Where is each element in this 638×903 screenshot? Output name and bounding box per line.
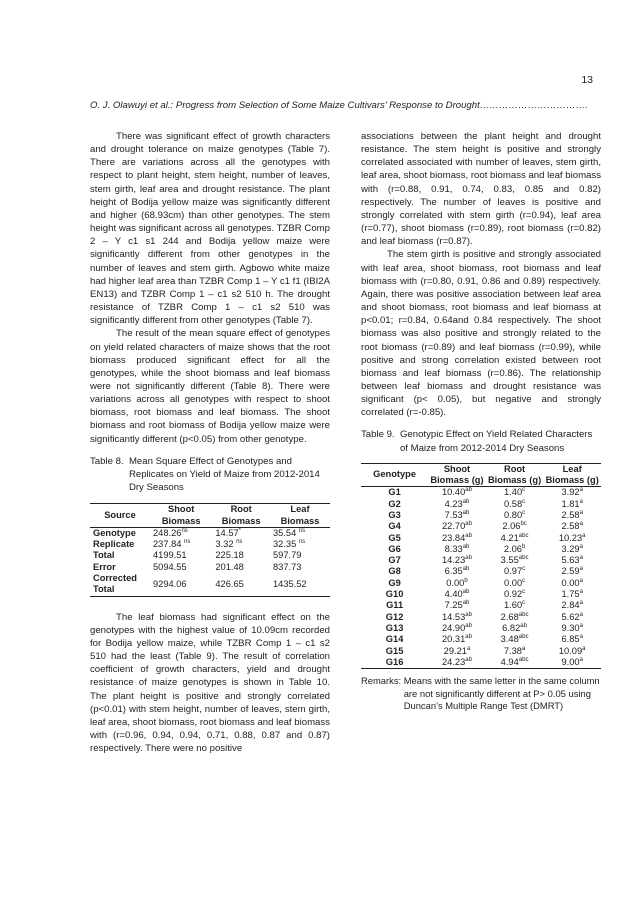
table8-header-leaf: Leaf Biomass	[270, 504, 330, 528]
leaf-cell-value: 9.00	[561, 656, 580, 667]
leaf-cell-value: 1435.52	[272, 578, 307, 589]
genotype-cell	[361, 623, 428, 634]
root-cell	[486, 487, 544, 499]
leaf-cell	[543, 521, 601, 532]
root-cell	[486, 657, 544, 669]
shoot-cell-value: 8.33	[444, 543, 463, 554]
root-cell-letter: ns	[236, 539, 243, 546]
leaf-cell	[270, 550, 330, 561]
table-row	[361, 555, 601, 566]
genotype-cell-value: G11	[386, 600, 404, 611]
root-cell	[486, 612, 544, 623]
root-cell-letter: abc	[518, 532, 529, 539]
leaf-cell-value: 10.23	[558, 532, 583, 543]
genotype-cell-value: G12	[385, 611, 404, 622]
genotype-cell-value: G2	[388, 498, 401, 509]
root-cell-letter: bc	[520, 521, 527, 528]
table-row	[361, 589, 601, 600]
leaf-cell	[543, 589, 601, 600]
root-cell	[486, 544, 544, 555]
shoot-cell-value: 29.21	[443, 645, 467, 656]
leaf-cell-value: 9.30	[561, 622, 580, 633]
shoot-cell-value: 14.23	[442, 555, 466, 566]
shoot-cell	[428, 600, 486, 611]
shoot-cell	[428, 578, 486, 589]
left-paragraph-1: There was significant effect of growth characters and drought tolerance on maize genotypes (Table 7). There are variations across all the genotypes with respect to plant height, stem height, number of leaves, stem girth, leaf area and drought resistance. The plant height of Bodija yellow maize was significantly different and higher (68.93cm) than other genotypes. The stem height was significant across all genotypes. TZBR Comp 2 – Y c1 s1 244 and Bodija yellow maize were significantly different from other genotypes in the number of leaves and stem girth. Agbowo white maize had higher leaf area than TZBR Comp 1 – Y c1 f1 (IBI2A EN13) and TZBR Comp 1 – c1 s2 510 h. The drought resistance of TZBR Comp 1 – c1 s2 510 was significantly different from other genotypes (Table 7).	[90, 131, 330, 327]
table-row	[361, 646, 601, 657]
genotype-cell	[361, 499, 428, 510]
table-row	[361, 612, 601, 623]
root-cell-value: 0.97	[504, 566, 523, 577]
root-cell	[486, 510, 544, 521]
shoot-cell-letter: ab	[465, 555, 472, 562]
genotype-cell	[361, 521, 428, 532]
shoot-cell-value: 4.40	[444, 589, 463, 600]
root-cell-letter: abc	[518, 611, 529, 618]
shoot-cell	[428, 566, 486, 577]
shoot-cell	[428, 487, 486, 499]
root-cell-value: 4.94	[500, 656, 519, 667]
genotype-cell-value: G7	[388, 555, 401, 566]
shoot-cell-letter: ab	[462, 588, 470, 595]
genotype-cell-value: G14	[385, 634, 404, 645]
shoot-cell	[428, 612, 486, 623]
root-cell-value: 0.58	[504, 498, 523, 509]
table-row	[90, 562, 330, 573]
shoot-cell-letter: ab	[465, 611, 472, 618]
leaf-cell	[543, 578, 601, 589]
leaf-cell-value: 3.92	[561, 487, 580, 498]
genotype-cell	[361, 657, 428, 669]
table-row	[361, 510, 601, 521]
table-row	[90, 539, 330, 550]
leaf-cell	[543, 623, 601, 634]
shoot-cell-value: 22.70	[442, 521, 466, 532]
genotype-cell-value: G15	[385, 645, 404, 656]
right-paragraph-1: associations between the plant height and drought resistance. The stem height is positive and strongly correlated associated with number of leaves, stem girth, leaf area, shoot biomass, root biomass and leaf biomass with (r=0.88, 0.91, 0.74, 0.83, 0.85 and 0.82) respectively. The number of leaves is positive and strongly correlated with stem girth (r=0.94), leaf area (r=0.77), shoot biomass (r=0.89), root biomass (r=0.82) and leaf biomass (r=0.87).	[361, 131, 601, 248]
shoot-cell-letter: ns	[181, 527, 188, 534]
shoot-cell-letter: ab	[465, 634, 472, 641]
root-cell-value: 2.68	[500, 611, 519, 622]
root-cell	[486, 533, 544, 544]
shoot-cell-letter: ab	[465, 487, 472, 494]
table-row	[361, 487, 601, 499]
root-cell	[486, 499, 544, 510]
shoot-cell-letter: ab	[462, 566, 470, 573]
source-cell	[90, 527, 150, 539]
leaf-cell	[543, 612, 601, 623]
source-cell-value: Genotype	[93, 527, 136, 538]
root-cell	[486, 566, 544, 577]
leaf-cell-value: 6.85	[561, 634, 580, 645]
shoot-cell	[150, 527, 212, 539]
shoot-cell-value: 6.35	[444, 566, 463, 577]
leaf-cell	[543, 510, 601, 521]
table-row	[361, 600, 601, 611]
leaf-cell	[543, 555, 601, 566]
leaf-cell	[270, 527, 330, 539]
source-cell	[90, 550, 150, 561]
genotype-cell	[361, 533, 428, 544]
remarks-label: Remarks:	[361, 675, 404, 687]
genotype-cell-value: G9	[388, 577, 401, 588]
shoot-cell	[428, 521, 486, 532]
genotype-cell	[361, 555, 428, 566]
root-cell-letter: ab	[520, 622, 527, 629]
leaf-cell-letter: a	[579, 622, 583, 629]
shoot-cell-value: 24.23	[442, 656, 466, 667]
root-cell	[212, 550, 270, 561]
leaf-cell-letter: a	[579, 600, 583, 607]
genotype-cell-value: G13	[385, 622, 404, 633]
leaf-cell-letter: a	[579, 509, 583, 516]
source-cell	[90, 573, 150, 596]
leaf-cell-letter: a	[579, 656, 583, 663]
genotype-cell	[361, 544, 428, 555]
running-head: O. J. Olawuyi et al.: Progress from Selection of Some Maize Cultivars’ Response to Drought…………………………….	[90, 100, 588, 111]
root-cell	[486, 589, 544, 600]
leaf-cell-letter: a	[579, 543, 583, 550]
shoot-cell	[428, 510, 486, 521]
shoot-cell-letter: ab	[465, 532, 472, 539]
table9-header-leaf: Leaf Biomass (g)	[543, 463, 601, 487]
source-cell-value: Corrected Total	[93, 573, 137, 595]
root-cell-letter: c	[522, 509, 526, 516]
left-paragraph-2: The result of the mean square effect of genotypes on yield related characters of maize shows that the root biomass produced significant effect for all the genotypes, while the shoot biomass and leaf biomass were not significantly different (Table 8). There were variations across all genotypes with respect to shoot biomass, root biomass and leaf biomass. The shoot biomass and root biomass of Bodija yellow maize were significantly different (p<0.05) from other genotype.	[90, 328, 330, 445]
genotype-cell	[361, 487, 428, 499]
root-cell-letter: abc	[518, 656, 529, 663]
leaf-cell-value: 597.79	[272, 550, 302, 561]
shoot-cell-letter: ns	[184, 539, 191, 546]
table8-header-source: Source	[90, 504, 150, 528]
genotype-cell	[361, 578, 428, 589]
root-cell-value: 4.21	[500, 532, 519, 543]
leaf-cell-letter: a	[579, 498, 583, 505]
root-cell-letter: c	[522, 566, 526, 573]
shoot-cell-value: 10.40	[442, 487, 466, 498]
leaf-cell-value: 32.35	[272, 539, 299, 550]
genotype-cell-value: G8	[388, 566, 401, 577]
leaf-cell-value: 837.73	[272, 561, 302, 572]
root-cell	[486, 600, 544, 611]
leaf-cell	[543, 544, 601, 555]
table8	[90, 503, 330, 596]
table9-remarks	[361, 675, 601, 713]
leaf-cell-value: 0.00	[561, 577, 580, 588]
shoot-cell-value: 7.53	[444, 509, 463, 520]
shoot-cell-value: 7.25	[444, 600, 463, 611]
root-cell-letter: c	[522, 577, 526, 584]
leaf-cell-value: 1.81	[561, 498, 580, 509]
root-cell-value: 14.57	[215, 527, 239, 538]
root-cell-letter: c	[522, 487, 526, 494]
shoot-cell	[428, 544, 486, 555]
shoot-cell	[428, 657, 486, 669]
leaf-cell-letter: a	[579, 611, 583, 618]
source-cell-value: Total	[93, 550, 115, 561]
shoot-cell-value: 0.00	[446, 577, 465, 588]
root-cell-value: 3.55	[500, 555, 519, 566]
root-cell-letter: b	[521, 543, 526, 550]
shoot-cell	[428, 634, 486, 645]
shoot-cell-letter: ab	[462, 498, 470, 505]
root-cell-value: 2.06	[503, 543, 522, 554]
shoot-cell	[428, 589, 486, 600]
root-cell-value: 1.40	[504, 487, 523, 498]
table8-caption-text: Mean Square Effect of Genotypes and Replicates on Yield of Maize from 2012-2014 Dry Seasons	[128, 455, 320, 494]
root-cell-value: 3.48	[500, 634, 519, 645]
shoot-cell	[150, 562, 212, 573]
genotype-cell	[361, 600, 428, 611]
shoot-cell-value: 4.23	[444, 498, 463, 509]
page-number: 13	[581, 74, 593, 86]
shoot-cell-value: 237.84	[153, 539, 185, 550]
genotype-cell	[361, 646, 428, 657]
leaf-cell-value: 2.58	[561, 509, 580, 520]
root-cell-value: 225.18	[215, 550, 244, 561]
leaf-cell-letter: a	[579, 588, 583, 595]
shoot-cell	[428, 499, 486, 510]
leaf-cell-letter: a	[579, 487, 583, 494]
leaf-cell-letter: ns	[298, 527, 306, 534]
table-row	[361, 499, 601, 510]
root-cell-value: 1.60	[504, 600, 523, 611]
root-cell-value: 3.32	[215, 539, 237, 550]
shoot-cell-letter: ab	[465, 656, 472, 663]
leaf-cell-value: 35.54	[272, 527, 299, 538]
shoot-cell	[428, 555, 486, 566]
leaf-cell-value: 2.58	[561, 521, 580, 532]
leaf-cell	[543, 499, 601, 510]
genotype-cell	[361, 634, 428, 645]
root-cell-value: 0.92	[504, 589, 523, 600]
genotype-cell-value: G4	[388, 521, 401, 532]
table-row	[361, 544, 601, 555]
leaf-cell	[270, 539, 330, 550]
shoot-cell	[428, 646, 486, 657]
root-cell	[212, 527, 270, 539]
shoot-cell-value: 4199.51	[153, 550, 187, 561]
shoot-cell	[150, 573, 212, 596]
shoot-cell-letter: a	[466, 645, 471, 652]
table-row	[361, 623, 601, 634]
root-cell-letter: a	[521, 645, 526, 652]
shoot-cell-value: 5094.55	[153, 561, 187, 572]
shoot-cell-value: 23.84	[442, 532, 466, 543]
shoot-cell	[428, 623, 486, 634]
genotype-cell	[361, 612, 428, 623]
table9-caption-text: Genotypic Effect on Yield Related Characters of Maize from 2012-2014 Dry Seasons	[399, 429, 593, 454]
table9-header-shoot: Shoot Biomass (g)	[428, 463, 486, 487]
table-row	[361, 521, 601, 532]
shoot-cell-value: 248.26	[153, 527, 182, 538]
root-cell-value: 6.82	[502, 622, 521, 633]
source-cell-value: Replicate	[93, 539, 135, 550]
leaf-cell	[543, 533, 601, 544]
shoot-cell-letter: ab	[465, 521, 472, 528]
leaf-cell	[543, 566, 601, 577]
leaf-cell	[543, 600, 601, 611]
root-cell	[212, 573, 270, 596]
leaf-cell-letter: a	[579, 555, 583, 562]
root-cell-letter: c	[522, 600, 526, 607]
genotype-cell-value: G10	[385, 589, 404, 600]
table8-label: Table 8.	[90, 455, 129, 467]
root-cell	[486, 555, 544, 566]
shoot-cell	[150, 550, 212, 561]
root-cell-value: 7.38	[503, 645, 522, 656]
left-paragraph-3: The leaf biomass had significant effect on the genotypes with the highest value of 10.09cm recorded for Bodija yellow maize, while TZBR Comp 1 – c1 s2 510 had the least (Table 9). The result of correlation coefficient of growth characters, yield and drought resistance of maize genotypes is shown in Table 10. The plant height is positive and strongly correlated (p<0.01) with stem height, number of leaves, stem girth, leaf area, shoot biomass, root biomass and leaf biomass with (r=0.96, 0.94, 0.94, 0.71, 0.88, 0.87 and 0.87) respectively. There were no positive	[90, 611, 330, 755]
shoot-cell	[428, 533, 486, 544]
leaf-cell-letter: a	[582, 532, 586, 539]
right-paragraph-2: The stem girth is positive and strongly associated with leaf area, shoot biomass, root biomass and leaf biomass with (r=0.80, 0.91, 0.86 and 0.89) respectively. Again, there was positive association between leaf area and shoot biomass, root biomass and leaf biomass at p<0.01; r=0.84, 0.64and 0.84 respectively. The shoot biomass was also positive and strongly related to the root biomass (r=0.89) and leaf biomass (r=0.99), while positive and strong correlation existed between root biomass and leaf biomass (r=0.86). The relationship between leaf biomass and drought resistance was significant (p< 0.05), but negative and strongly correlated (r=-0.85).	[361, 249, 601, 419]
genotype-cell-value: G1	[388, 487, 401, 498]
root-cell	[486, 623, 544, 634]
table-row	[361, 533, 601, 544]
leaf-cell-value: 10.09	[558, 645, 583, 656]
left-column	[90, 130, 330, 755]
shoot-cell-letter: ab	[462, 509, 470, 516]
table-row	[361, 578, 601, 589]
root-cell-letter: *	[238, 527, 241, 534]
leaf-cell-letter: ns	[298, 539, 306, 546]
shoot-cell-letter: b	[464, 577, 468, 584]
root-cell	[486, 578, 544, 589]
table8-caption	[90, 455, 330, 494]
leaf-cell-letter: a	[579, 521, 583, 528]
table9-label: Table 9.	[361, 429, 400, 441]
table-row	[361, 566, 601, 577]
table9	[361, 463, 601, 669]
table-row	[90, 550, 330, 561]
leaf-cell-value: 5.63	[561, 555, 580, 566]
remarks-text: Means with the same letter in the same column are not significantly different at P> 0.05 using Duncan’s Multiple Range Test (DMRT)	[403, 675, 600, 712]
shoot-cell-value: 9294.06	[153, 578, 187, 589]
leaf-cell-value: 1.75	[561, 589, 580, 600]
leaf-cell-letter: a	[579, 577, 583, 584]
genotype-cell-value: G6	[388, 543, 401, 554]
genotype-cell-value: G5	[388, 532, 401, 543]
leaf-cell-value: 3.29	[561, 543, 580, 554]
root-cell	[486, 634, 544, 645]
source-cell-value: Error	[93, 561, 116, 572]
source-cell	[90, 562, 150, 573]
right-column	[361, 130, 601, 713]
table9-header-root: Root Biomass (g)	[486, 463, 544, 487]
leaf-cell	[270, 562, 330, 573]
leaf-cell-value: 2.59	[561, 566, 580, 577]
table9-caption	[361, 428, 601, 454]
table8-header-shoot: Shoot Biomass	[150, 504, 212, 528]
table-row	[90, 573, 330, 596]
genotype-cell-value: G16	[385, 656, 404, 667]
shoot-cell-value: 20.31	[442, 634, 466, 645]
table-row	[90, 527, 330, 539]
genotype-cell-value: G3	[388, 509, 401, 520]
leaf-cell-letter: a	[579, 566, 583, 573]
leaf-cell	[543, 634, 601, 645]
table8-header-root: Root Biomass	[212, 504, 270, 528]
leaf-cell	[270, 573, 330, 596]
root-cell	[486, 521, 544, 532]
root-cell-value: 426.65	[215, 578, 244, 589]
genotype-cell	[361, 510, 428, 521]
root-cell-letter: c	[522, 588, 526, 595]
leaf-cell	[543, 487, 601, 499]
table-row	[361, 634, 601, 645]
shoot-cell	[150, 539, 212, 550]
shoot-cell-value: 14.53	[442, 611, 466, 622]
root-cell-value: 201.48	[215, 561, 244, 572]
source-cell	[90, 539, 150, 550]
root-cell	[212, 562, 270, 573]
root-cell-letter: abc	[518, 634, 529, 641]
leaf-cell	[543, 657, 601, 669]
leaf-cell-letter: a	[579, 634, 583, 641]
root-cell-value: 2.06	[502, 521, 521, 532]
shoot-cell-letter: ab	[462, 543, 470, 550]
table9-header-genotype: Genotype	[361, 463, 428, 487]
root-cell-letter: c	[522, 498, 526, 505]
leaf-cell	[543, 646, 601, 657]
table-row	[361, 657, 601, 669]
leaf-cell-letter: a	[582, 645, 586, 652]
root-cell-value: 0.80	[504, 509, 523, 520]
shoot-cell-letter: ab	[462, 600, 470, 607]
genotype-cell	[361, 589, 428, 600]
root-cell-letter: abc	[518, 555, 529, 562]
leaf-cell-value: 2.84	[561, 600, 580, 611]
root-cell	[486, 646, 544, 657]
root-cell	[212, 539, 270, 550]
shoot-cell-letter: ab	[465, 622, 472, 629]
genotype-cell	[361, 566, 428, 577]
leaf-cell-value: 5.62	[561, 611, 580, 622]
shoot-cell-value: 24.90	[442, 622, 466, 633]
root-cell-value: 0.00	[504, 577, 523, 588]
